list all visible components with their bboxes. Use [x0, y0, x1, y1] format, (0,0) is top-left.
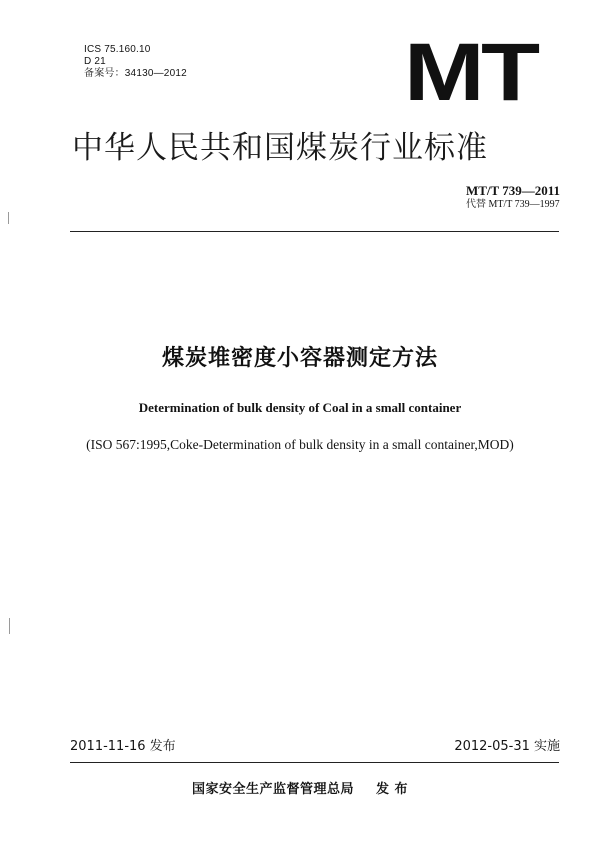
- standard-category-title: 中华人民共和国煤炭行业标准: [72, 130, 488, 166]
- document-title-cn: 煤炭堆密度小容器测定方法: [161, 346, 438, 371]
- scan-artifact: [8, 212, 9, 224]
- issuer-line: [0, 780, 600, 800]
- issue-date: 2011-11-16 发布: [70, 739, 176, 754]
- standard-number: MT/T 739—2011: [465, 183, 560, 198]
- issuer-action: 发 布: [375, 782, 409, 797]
- replaces-standard: 代替 MT/T 739—1997: [465, 199, 560, 210]
- header-divider: [70, 231, 559, 232]
- record-number: 备案号：34130—2012: [84, 68, 187, 79]
- scan-artifact: [9, 618, 10, 634]
- iso-reference: (ISO 567:1995,Coke-Determination of bulk density in a small container,MOD): [86, 437, 514, 452]
- mt-logo: MT: [404, 27, 537, 118]
- ccs-code: D 21: [84, 56, 106, 67]
- footer-divider: [70, 762, 559, 763]
- document-title-en: Determination of bulk density of Coal in a small container: [138, 400, 462, 415]
- implementation-date: 2012-05-31 实施: [454, 739, 560, 754]
- ics-code: ICS 75.160.10: [84, 44, 151, 55]
- issuer-name: 国家安全生产监督管理总局: [191, 782, 354, 797]
- classification-block: [84, 44, 187, 80]
- standard-number-block: [466, 183, 560, 211]
